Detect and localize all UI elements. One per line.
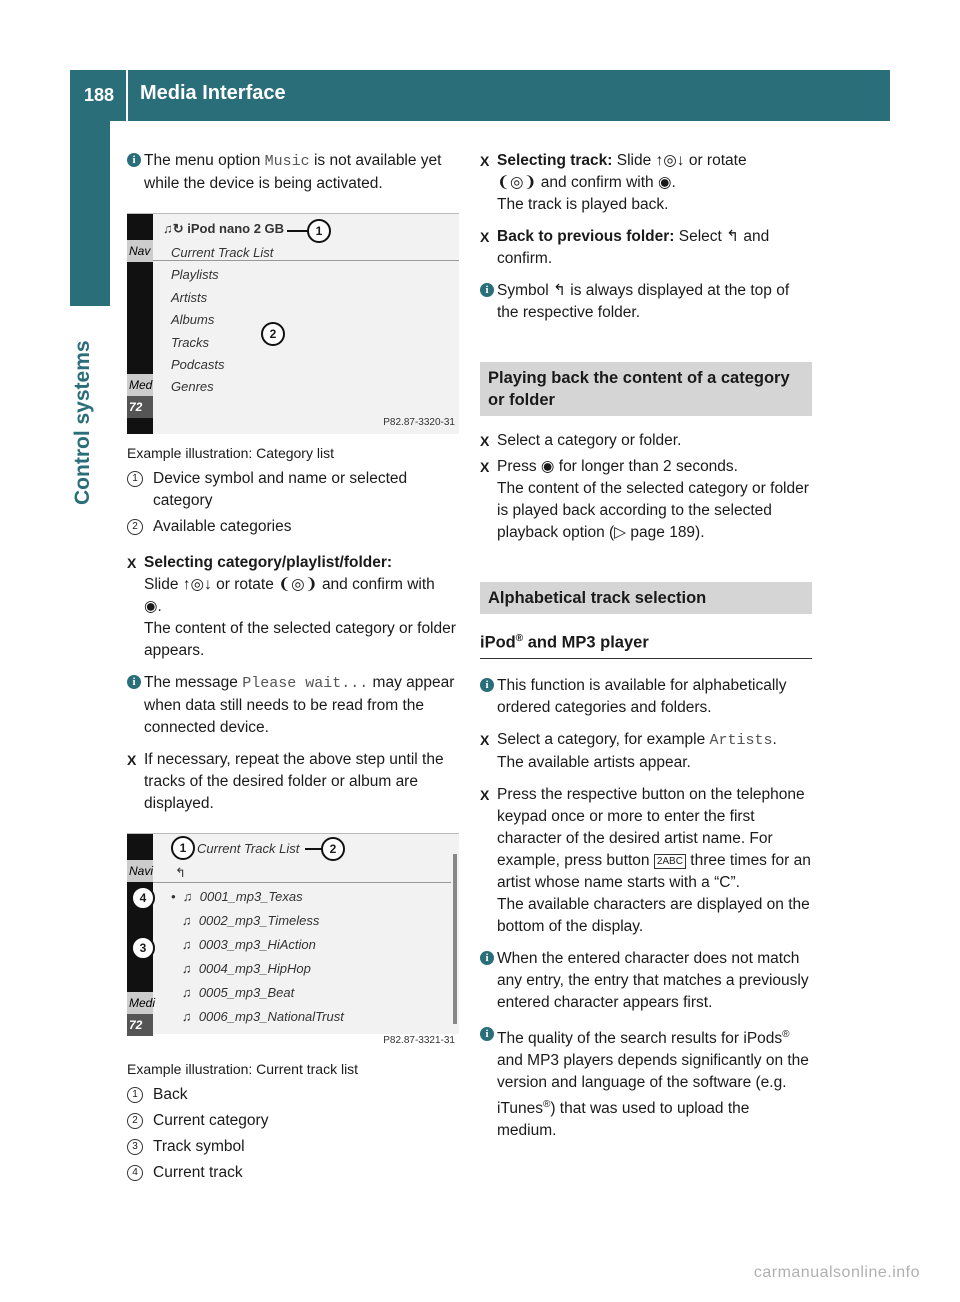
right-column — [480, 150, 812, 1152]
step-marker-icon: X — [480, 731, 490, 748]
header-divider — [126, 70, 128, 121]
step-marker-icon: X — [480, 153, 490, 169]
instruction-step: X Selecting category/playlist/folder: Slide ↑◎↓ or rotate ❨◎❩ and confirm with ◉. The content of the selected category or folder appears. — [127, 554, 456, 659]
back-folder-icon: ↰ — [175, 865, 186, 880]
left-tag: 72 — [127, 1014, 153, 1036]
track-row: ♫ 0003_mp3_HiAction — [171, 937, 316, 952]
info-icon: i — [127, 675, 141, 689]
info-note: i When the entered character does not match any entry, the entry that matches a previously entered character appears first. — [480, 948, 812, 1014]
message-code: Please wait... — [242, 675, 369, 692]
subsection-heading: iPod® and MP3 player — [480, 628, 812, 659]
category-row: Podcasts — [171, 357, 225, 372]
figure-caption: Example illustration: Category list — [127, 445, 334, 461]
track-row: ♫ 0002_mp3_Timeless — [171, 913, 320, 928]
instruction-step: X Select a category or folder. — [480, 430, 812, 452]
track-row: ♫ 0005_mp3_Beat — [171, 985, 295, 1000]
legend-item: 2 Available categories — [127, 516, 459, 538]
menu-option-code: Music — [264, 153, 310, 170]
divider — [153, 882, 451, 883]
figure-code: P82.87-3321-31 — [383, 1035, 455, 1046]
category-row: Albums — [171, 312, 215, 327]
instruction-step: X Back to previous folder: Select ↰ and confirm. — [480, 228, 770, 267]
info-note: i Symbol ↰ is always displayed at the top of the respective folder. — [480, 280, 812, 324]
footer-watermark: carmanualsonline.info — [753, 1264, 920, 1281]
callout-marker: 1 — [171, 836, 195, 860]
left-column — [127, 150, 459, 1188]
left-tag: Med — [127, 374, 153, 396]
track-row: ♫ 0006_mp3_NationalTrust — [171, 1009, 344, 1024]
info-icon: i — [480, 678, 494, 692]
info-icon: i — [480, 1027, 494, 1041]
category-row: Genres — [171, 379, 214, 394]
info-icon: i — [127, 153, 141, 167]
instruction-step: X Selecting track: Slide ↑◎↓ or rotate ❨◎❩ and confirm with ◉. The track is played back. — [480, 152, 747, 213]
callout-marker: 2 — [261, 322, 285, 346]
category-row: Current Track List — [171, 245, 274, 260]
info-icon: i — [480, 951, 494, 965]
left-tag: Medi — [127, 992, 153, 1014]
callout-line — [287, 230, 309, 232]
callout-marker: 3 — [131, 936, 155, 960]
legend-item: 2 Current category — [127, 1110, 459, 1132]
category-row: Playlists — [171, 267, 219, 282]
left-tag: Nav — [127, 240, 153, 262]
instruction-step: X Press the respective button on the telephone keypad once or more to enter the first character of the desired artist name. For example, press button 2ABC three times for an artist whose name starts with a “C”. The available characters are displayed on the bottom of the display. — [480, 785, 811, 935]
info-note: i The menu option Music is not available yet while the device is being activated. — [127, 150, 459, 195]
legend-item: 3 Track symbol — [127, 1136, 459, 1158]
callout-marker: 2 — [321, 837, 345, 861]
figure-code: P82.87-3320-31 — [383, 417, 455, 428]
track-list-figure — [127, 833, 459, 1046]
category-list-figure — [127, 213, 459, 434]
legend-item: 4 Current track — [127, 1162, 459, 1184]
track-row: ♫ 0004_mp3_HipHop — [171, 961, 311, 976]
step-marker-icon: X — [480, 229, 490, 245]
info-note: i The quality of the search results for iPods® and MP3 players depends significantly on the version and language of the software (e.g. iTunes®) that was used to upload the medium. — [480, 1024, 812, 1142]
instruction-step: X Select a category, for example Artists. The available artists appear. — [480, 730, 777, 771]
scrollbar — [453, 854, 457, 1024]
section-heading: Playing back the content of a category or folder — [480, 362, 812, 416]
divider — [153, 260, 459, 261]
category-row: Tracks — [171, 335, 210, 350]
category-row: Artists — [171, 290, 208, 305]
page-number: 188 — [84, 85, 115, 105]
device-title: ♫↻ iPod nano 2 GB — [163, 221, 285, 236]
left-tag: Navi — [127, 860, 153, 882]
step-marker-icon: X — [480, 786, 490, 803]
side-tab — [70, 121, 110, 306]
info-note: i This function is available for alphabetically ordered categories and folders. — [480, 675, 812, 719]
step-marker-icon: X — [480, 433, 490, 449]
legend-item: 1 Device symbol and name or selected category — [127, 468, 459, 512]
legend-item: 1 Back — [127, 1084, 459, 1106]
side-title — [72, 315, 112, 505]
step-marker-icon: X — [127, 752, 137, 768]
instruction-step: X Press ◉ for longer than 2 seconds. The content of the selected category or folder is played back according to the selected playback option (▷ page 189). — [480, 458, 809, 541]
callout-marker: 4 — [131, 886, 155, 910]
track-row: • ♫ 0001_mp3_Texas — [171, 889, 303, 904]
left-tag: 72 — [127, 396, 153, 418]
step-marker-icon: X — [480, 459, 490, 475]
section-heading: Alphabetical track selection — [480, 582, 812, 614]
example-code: Artists — [709, 731, 773, 749]
side-title-text: Control systems — [71, 340, 94, 505]
page-title: Media Interface — [140, 82, 286, 104]
keypad-2-icon: 2ABC — [654, 854, 686, 869]
step-marker-icon: X — [127, 555, 137, 571]
info-note: i The message Please wait... may appear when data still needs to be read from the connected device. — [127, 672, 459, 739]
category-title: Current Track List — [197, 841, 300, 856]
instruction-step: X If necessary, repeat the above step until the tracks of the desired folder or album are displayed. — [127, 751, 444, 812]
figure-caption: Example illustration: Current track list — [127, 1061, 359, 1077]
info-icon: i — [480, 283, 494, 297]
callout-marker: 1 — [307, 219, 331, 243]
page-header — [70, 70, 890, 121]
